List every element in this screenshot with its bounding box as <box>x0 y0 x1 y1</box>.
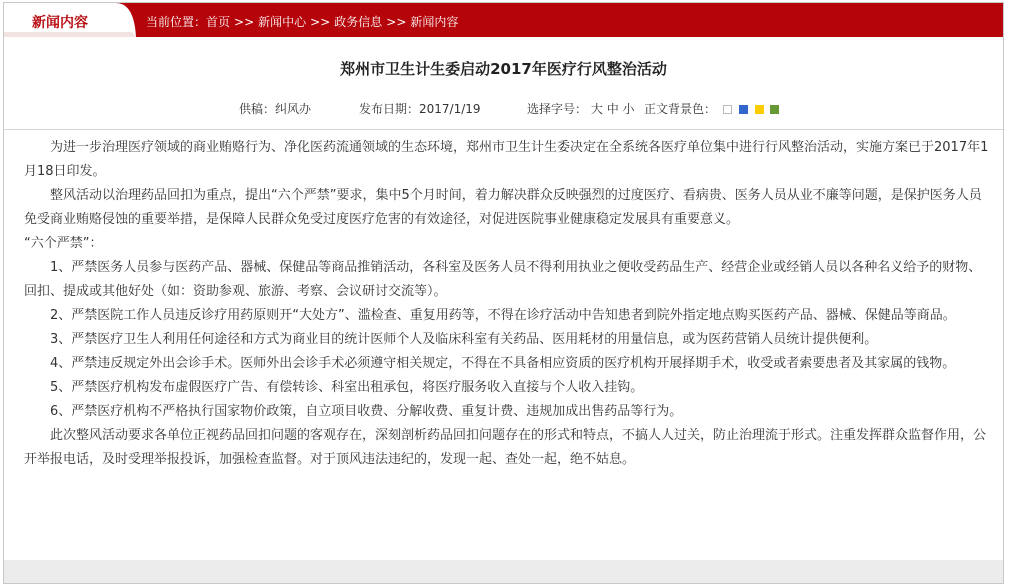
publish-date: 发布日期：2017/1/19 <box>359 102 481 116</box>
bg-swatch-green[interactable] <box>770 105 779 114</box>
location-label: 当前位置： <box>146 15 207 29</box>
bg-swatch-white[interactable] <box>723 105 732 114</box>
font-size-selector <box>527 100 635 117</box>
article-source: 供稿：纠风办 <box>239 102 312 116</box>
font-size-small[interactable]: 小 <box>622 102 635 116</box>
paragraph: 3、严禁医疗卫生人利用任何途径和方式为商业目的统计医师个人及临床科室有关药品、医用耗材的用量信息，或为医药营销人员统计提供便利。 <box>50 332 878 347</box>
news-content-tab <box>4 3 136 37</box>
paragraph: 整风活动以治理药品回扣为重点，提出“六个严禁”要求，集中5个月时间，着力解决群众反映强烈的过度医疗、看病贵、医务人员从业不廉等问题，是保护医务人员免受商业贿赂侵蚀的重要举措，是保障人民群众免受过度医疗危害的有效途径，对促进医院事业健康稳定发展具有重要意义。 <box>24 188 982 227</box>
font-size-medium[interactable]: 中 <box>606 102 619 116</box>
breadcrumb-separator: >> <box>310 15 331 29</box>
breadcrumb-news-center[interactable]: 新闻中心 <box>258 15 307 29</box>
paragraph: “六个严禁”： <box>24 236 103 251</box>
breadcrumb-home[interactable]: 首页 <box>206 15 231 29</box>
bg-swatch-blue[interactable] <box>739 105 748 114</box>
paragraph: 6、严禁医疗机构不严格执行国家物价政策，自立项目收费、分解收费、重复计费、违规加成出售药品等行为。 <box>50 404 683 419</box>
article-body <box>24 136 989 472</box>
breadcrumb <box>146 13 462 30</box>
paragraph: 2、严禁医院工作人员违反诊疗用药原则开“大处方”、滥检查、重复用药等，不得在诊疗活动中告知患者到院外指定地点购买医药产品、器械、保健品等商品。 <box>50 308 956 323</box>
paragraph: 此次整风活动要求各单位正视药品回扣问题的客观存在，深刻剖析药品回扣问题存在的形式和特点，不搞人人过关，防止治理流于形式。注重发挥群众监督作用，公开举报电话，及时受理举报投诉，加强检查监督。对于顶风违法违纪的，发现一起、查处一起，绝不姑息。 <box>24 428 987 467</box>
paragraph: 5、严禁医疗机构发布虚假医疗广告、有偿转诊、科室出租承包，将医疗服务收入直接与个人收入挂钩。 <box>50 380 644 395</box>
breadcrumb-news-content[interactable]: 新闻内容 <box>410 15 459 29</box>
news-frame <box>3 2 1004 584</box>
bg-color-selector <box>644 100 779 117</box>
header-bar <box>4 3 1003 37</box>
paragraph: 1、严禁医务人员参与医药产品、器械、保健品等商品推销活动，各科室及医务人员不得利用执业之便收受药品生产、经营企业或经销人员以各种名义给予的财物、回扣、提成或其他好处（如：资助参观、旅游、考察、会议研讨交流等）。 <box>24 260 982 299</box>
article-title: 郑州市卫生计生委启动2017年医疗行风整治活动 <box>340 60 667 78</box>
paragraph: 为进一步治理医疗领域的商业贿赂行为、净化医药流通领域的生态环境，郑州市卫生计生委决定在全系统各医疗单位集中进行行风整治活动，实施方案已于2017年1月18日印发。 <box>24 140 989 179</box>
divider <box>4 129 1003 130</box>
breadcrumb-separator: >> <box>234 15 255 29</box>
breadcrumb-gov-info[interactable]: 政务信息 <box>334 15 383 29</box>
font-size-large[interactable]: 大 <box>590 102 603 116</box>
breadcrumb-separator: >> <box>386 15 407 29</box>
footer-bar <box>4 560 1003 583</box>
tab-label: 新闻内容 <box>32 15 88 31</box>
bg-color-label: 正文背景色： <box>644 102 717 116</box>
font-size-label: 选择字号： <box>527 102 588 116</box>
paragraph: 4、严禁违反规定外出会诊手术。医师外出会诊手术必须遵守相关规定，不得在不具备相应资质的医疗机构开展择期手术，收受或者索要患者及其家属的钱物。 <box>50 356 956 371</box>
bg-swatch-yellow[interactable] <box>755 105 764 114</box>
